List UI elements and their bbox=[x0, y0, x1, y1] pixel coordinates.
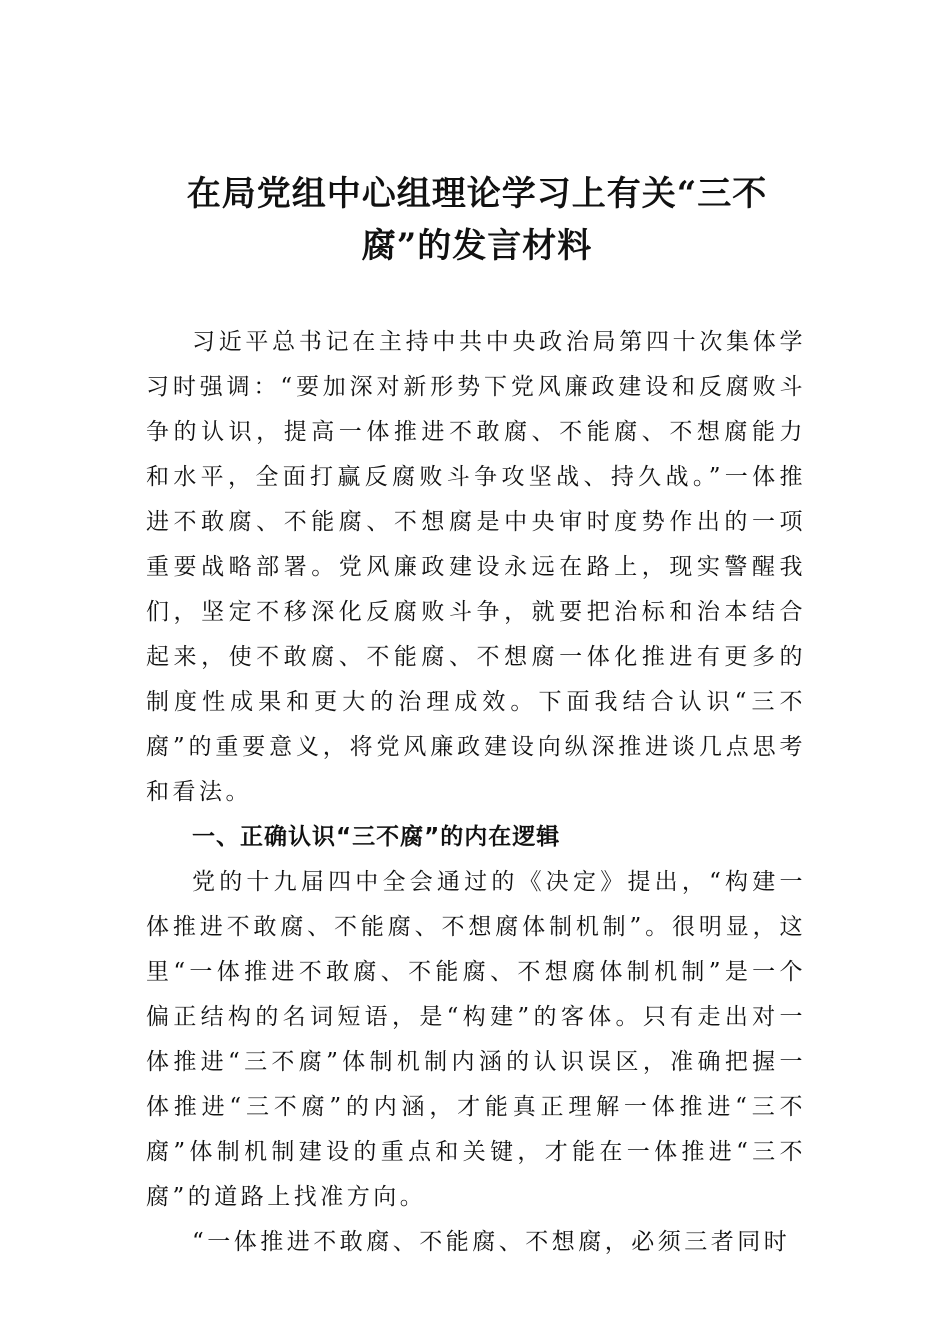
intro-paragraph: 习近平总书记在主持中共中央政治局第四十次集体学习时强调：“要加深对新形势下党风廉政建设和反腐败斗争的认识，提高一体推进不敢腐、不能腐、不想腐能力和水平，全面打赢反腐败斗争攻坚战、持久战。”一体推进不敢腐、不能腐、不想腐是中央审时度势作出的一项重要战略部署。党风廉政建设永远在路上，现实警醒我们，坚定不移深化反腐败斗争，就要把治标和治本结合起来，使不敢腐、不能腐、不想腐一体化推进有更多的制度性成果和更大的治理成效。下面我结合认识“三不腐”的重要意义，将党风廉政建设向纵深推进谈几点思考和看法。 bbox=[146, 329, 806, 805]
section-heading-1: 一、正确认识“三不腐”的内在逻辑 bbox=[192, 824, 561, 850]
document-title: 在局党组中心组理论学习上有关“三不腐”的发言材料 bbox=[186, 174, 768, 266]
section-1-paragraph-1: 党的十九届四中全会通过的《决定》提出，“构建一体推进不敢腐、不能腐、不想腐体制机制”。很明显，这里“一体推进不敢腐、不能腐、不想腐体制机制”是一个偏正结构的名词短语，是“构建”的客体。只有走出对一体推进“三不腐”体制机制内涵的认识误区，准确把握一体推进“三不腐”的内涵，才能真正理解一体推进“三不腐”体制机制建设的重点和关键，才能在一体推进“三不腐”的道路上找准方向。 bbox=[146, 869, 806, 1210]
section-1-paragraph-2: “一体推进不敢腐、不能腐、不想腐，必须三者同时 bbox=[192, 1229, 791, 1255]
document-body bbox=[146, 320, 806, 1265]
